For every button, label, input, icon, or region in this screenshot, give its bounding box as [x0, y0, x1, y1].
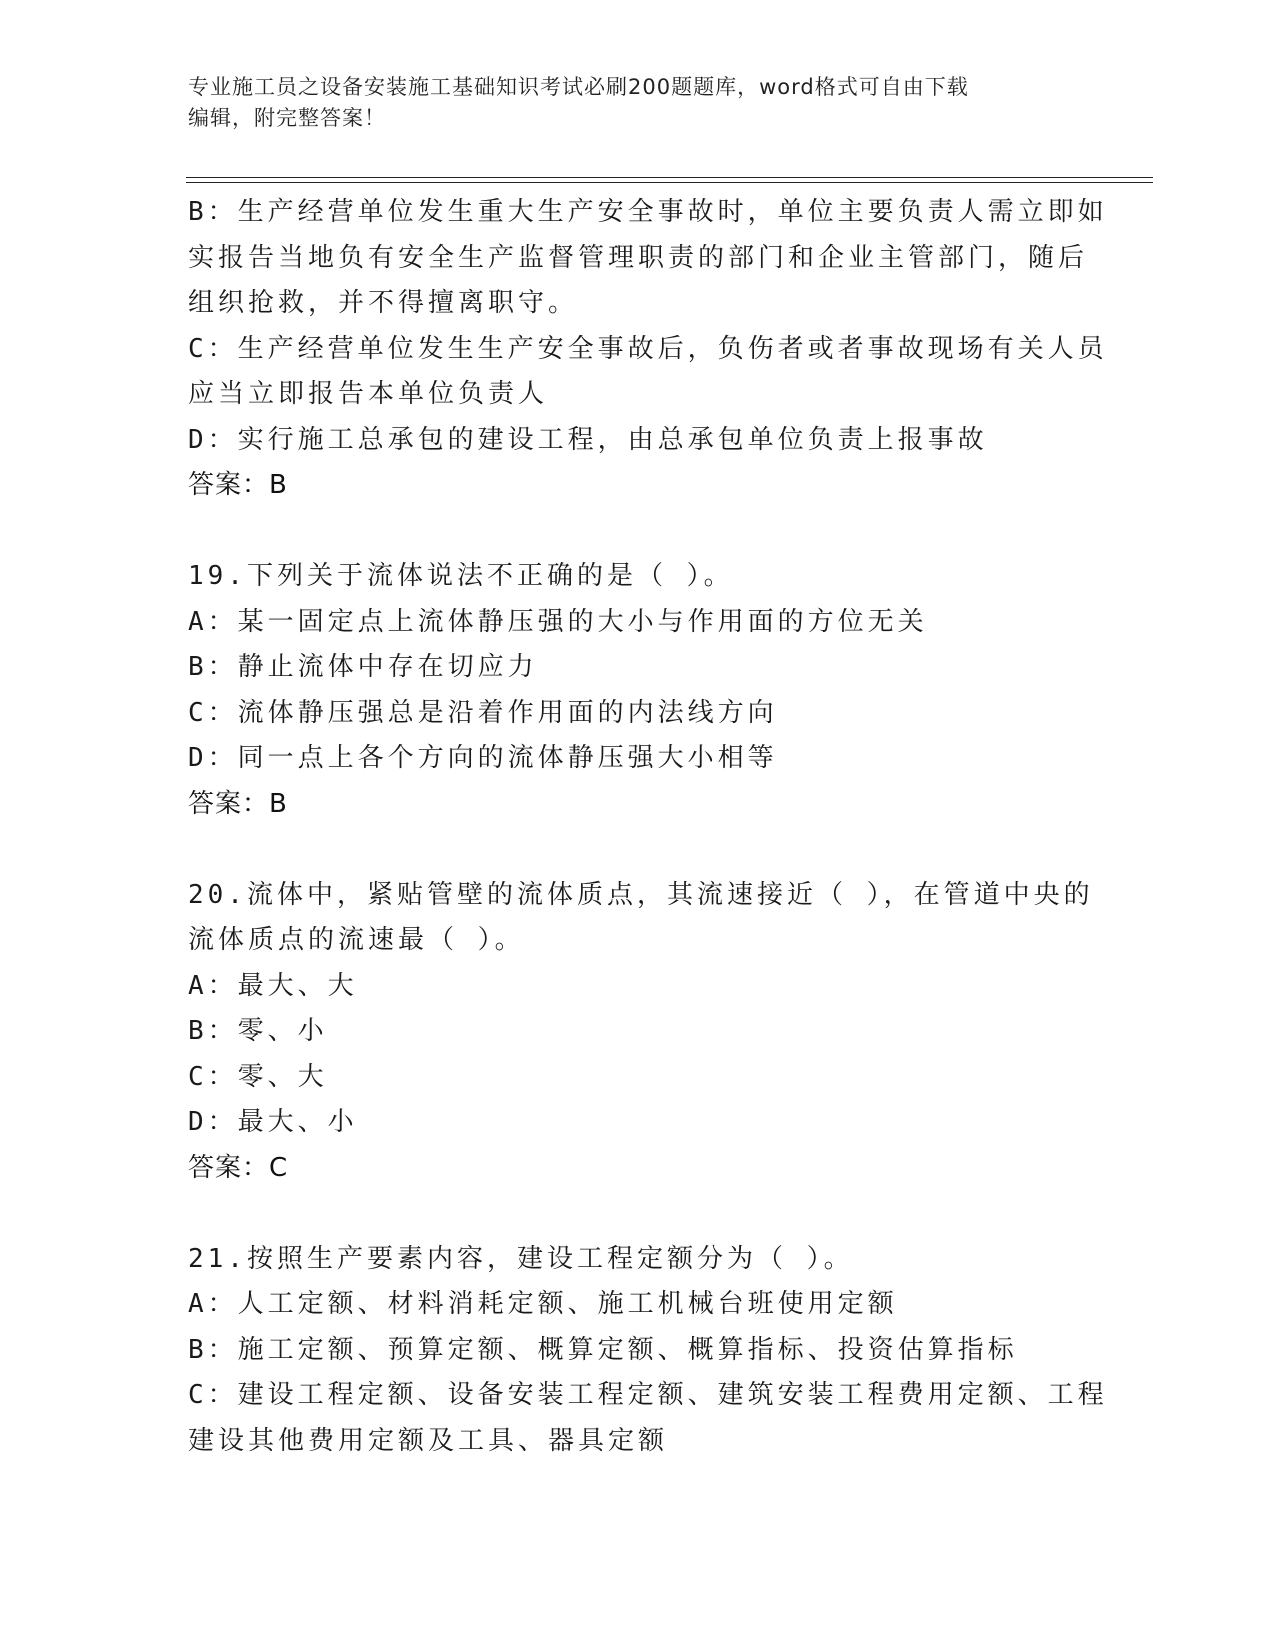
- option-b-line: 组织抢救，并不得擅离职守。: [188, 288, 579, 318]
- question-content: [188, 190, 1108, 1464]
- option-b: B：零、小: [188, 1016, 328, 1046]
- question-19: [188, 554, 1088, 827]
- option-b: B：施工定额、预算定额、概算定额、概算指标、投资估算指标: [188, 1334, 1018, 1365]
- question-stem: 21.按照生产要素内容，建设工程定额分为（ ）。: [188, 1243, 854, 1274]
- option-b: B：静止流体中存在切应力: [188, 652, 538, 682]
- header-rule-bottom: [186, 182, 1153, 183]
- answer-label: 答案：C: [188, 1152, 289, 1183]
- answer-label: 答案：B: [188, 788, 288, 819]
- option-a: A：某一固定点上流体静压强的大小与作用面的方位无关: [188, 606, 928, 637]
- question-stem: 19.下列关于流体说法不正确的是（ ）。: [188, 561, 734, 591]
- option-a: A：人工定额、材料消耗定额、施工机械台班使用定额: [188, 1289, 898, 1319]
- option-c: C：流体静压强总是沿着作用面的内法线方向: [188, 697, 778, 728]
- option-c: C：零、大: [188, 1061, 328, 1092]
- header-title-line-2: 编辑，附完整答案！: [188, 106, 386, 130]
- question-stem-line: 流体质点的流速最（ ）。: [188, 925, 525, 955]
- question-18-continued: [188, 190, 1108, 509]
- question-21: [188, 1237, 1108, 1465]
- option-c-line: 建设其他费用定额及工具、器具定额: [188, 1425, 669, 1456]
- spacer: [188, 827, 1088, 873]
- page-header: [188, 72, 1068, 134]
- answer-label: 答案：B: [188, 470, 288, 500]
- option-c-line: C：生产经营单位发生生产安全事故后，负伤者或者事故现场有关人员: [188, 333, 1108, 364]
- option-c-line: 应当立即报告本单位负责人: [188, 379, 549, 409]
- header-rule-top: [186, 177, 1153, 178]
- header-title-line-1: 专业施工员之设备安装施工基础知识考试必刷200题题库，word格式可自由下载: [188, 75, 969, 99]
- option-d: D：同一点上各个方向的流体静压强大小相等: [188, 743, 778, 773]
- spacer: [188, 509, 1088, 555]
- question-stem-line: 20.流体中，紧贴管壁的流体质点，其流速接近（ ），在管道中央的: [188, 879, 1094, 910]
- option-a: A：最大、大: [188, 970, 358, 1001]
- spacer: [188, 1191, 1088, 1237]
- option-b-line: 实报告当地负有安全生产监督管理职责的部门和企业主管部门，随后: [188, 242, 1089, 273]
- option-b-line: B：生产经营单位发生重大生产安全事故时，单位主要负责人需立即如: [188, 197, 1108, 227]
- question-20: [188, 873, 1094, 1192]
- option-d: D：实行施工总承包的建设工程，由总承包单位负责上报事故: [188, 424, 988, 455]
- option-d: D：最大、小: [188, 1107, 358, 1137]
- option-c-line: C：建设工程定额、设备安装工程定额、建筑安装工程费用定额、工程: [188, 1380, 1108, 1410]
